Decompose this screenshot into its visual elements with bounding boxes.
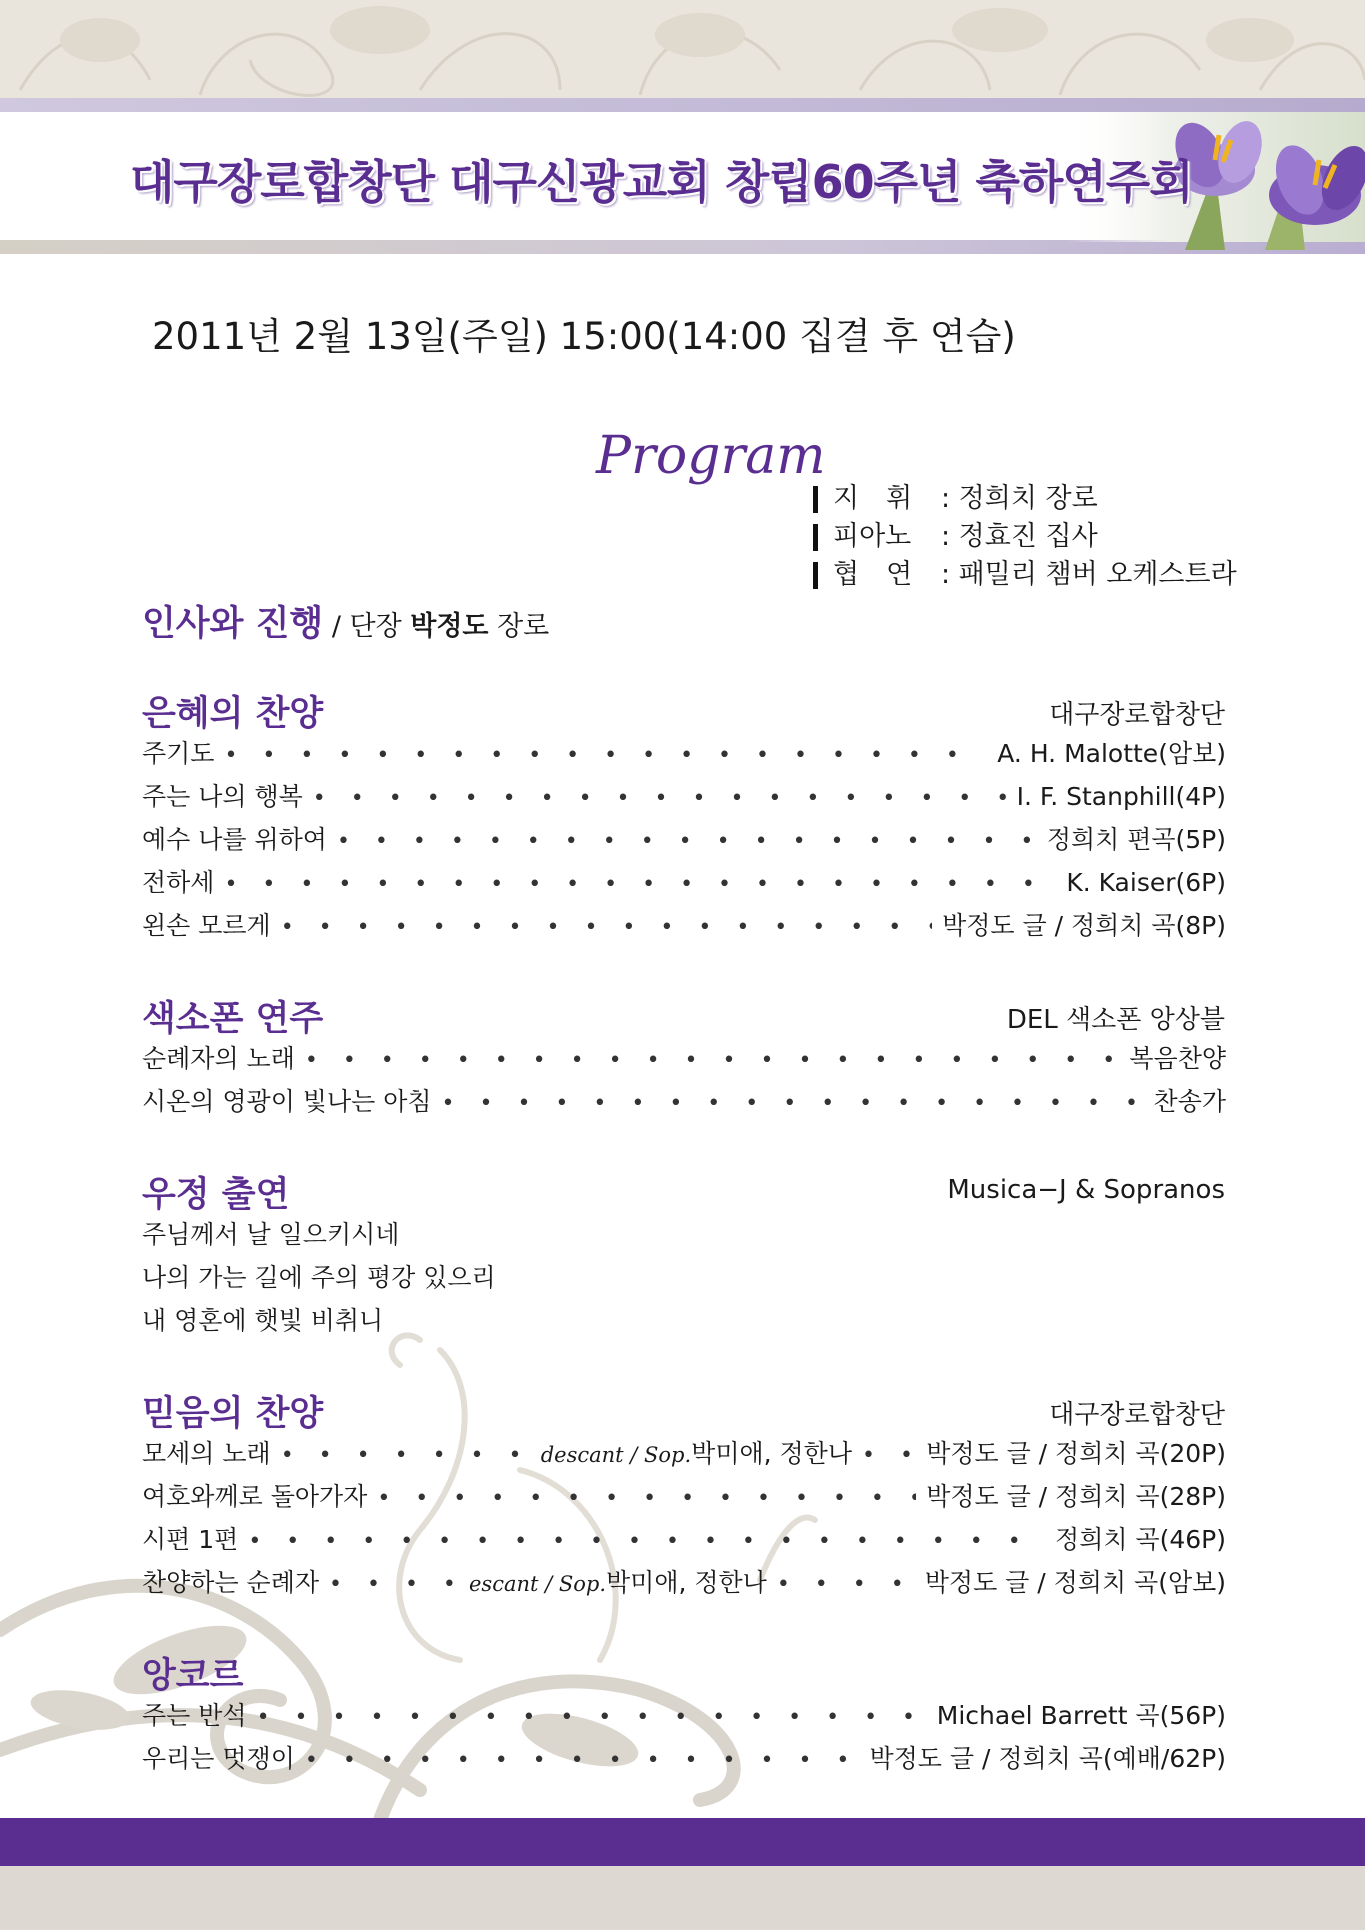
section-title: 색소폰 연주 [142,999,324,1039]
credit-value: : 정효진 집사 [941,521,1098,552]
concert-title: 대구장로합창단 대구신광교회 창립60주년 축하연주회 [130,155,1193,209]
item-title: 시편 1편 [142,1525,239,1554]
intro-title: 인사와 진행 [142,604,324,644]
program-heading: Program [596,426,826,486]
section-encore-header [142,1648,1230,1694]
item-title: 순례자의 노래 [142,1044,295,1073]
item-title: 주님께서 날 일으키시네 [142,1220,400,1249]
leaf-pattern-decoration [0,0,1365,100]
program-item [142,1080,1230,1123]
program-content [142,596,1230,1780]
section-performer: DEL 색소폰 앙상블 [1006,1005,1225,1035]
top-pattern-band [0,0,1365,100]
item-title: 예수 나를 위하여 [142,825,327,854]
concert-date: 2011년 2월 13일(주일) 15:00(14:00 집결 후 연습) [152,315,1016,358]
item-voice: escant / Sop. [469,1572,607,1596]
section-title: 우정 출연 [142,1175,290,1215]
intro-heading [142,596,549,646]
item-credit: I. F. Stanphill(4P) [1016,782,1226,811]
item-credit: Michael Barrett 곡(56P) [936,1701,1226,1730]
footer-purple-bar [0,1818,1365,1866]
program-item [142,1737,1230,1780]
item-title: 주기도 [142,739,215,768]
item-credit: 복음찬양 [1129,1044,1226,1073]
program-item [142,1561,1230,1604]
program-item [142,818,1230,861]
credits-list [813,480,1237,594]
intro-section [142,596,1230,658]
item-credit: 정희치 곡(46P) [1055,1525,1226,1554]
item-voice: descant / Sop. [540,1443,692,1467]
program-item [142,1475,1230,1518]
item-title: 주는 나의 행복 [142,782,303,811]
section-performer: Musica−J & Sopranos [947,1175,1225,1205]
item-title: 우리는 멋쟁이 [142,1744,295,1773]
section-title: 믿음의 찬양 [142,1394,324,1434]
item-soloists: 박미애, 정한나 [606,1568,767,1597]
program-item [142,1518,1230,1561]
item-title: 찬양하는 순례자 [142,1568,319,1597]
credit-role: 피아노 [833,521,912,552]
footer-gray-bar [0,1866,1365,1930]
credit-value: : 패밀리 챔버 오케스트라 [941,559,1237,590]
intro-leader-name: 박정도 [410,611,489,642]
item-title: 여호와께로 돌아가자 [142,1482,368,1511]
item-title: 전하세 [142,868,215,897]
item-title: 나의 가는 길에 주의 평강 있으리 [142,1263,496,1292]
intro-suffix: 장로 [488,611,550,642]
item-credit: 박정도 글 / 정희치 곡(20P) [926,1439,1226,1468]
item-credit: K. Kaiser(6P) [1066,868,1226,897]
program-item [142,1694,1230,1737]
program-item [142,1256,1230,1299]
item-credit: 박정도 글 / 정희치 곡(예배/62P) [869,1744,1226,1773]
program-item [142,1213,1230,1256]
program-item [142,1432,1230,1475]
program-item [142,1299,1230,1342]
section-grace-header [142,686,1230,732]
credit-role: 지 휘 [833,483,913,514]
section-performer: 대구장로합창단 [1049,700,1225,730]
item-credit: 찬송가 [1153,1087,1226,1116]
section-title: 은혜의 찬양 [142,694,324,734]
item-credit: 박정도 글 / 정희치 곡(8P) [942,911,1226,940]
item-credit: 박정도 글 / 정희치 곡(암보) [924,1568,1226,1597]
credit-piano [813,518,1237,556]
item-soloists: 박미애, 정한나 [691,1439,852,1468]
item-credit: 박정도 글 / 정희치 곡(28P) [926,1482,1226,1511]
section-faith-header [142,1386,1230,1432]
program-item [142,904,1230,947]
program-item [142,1037,1230,1080]
item-title: 내 영혼에 햇빛 비취니 [142,1306,384,1335]
program-item [142,775,1230,818]
section-guest-header [142,1167,1230,1213]
credit-ensemble [813,556,1237,594]
item-title: 왼손 모르게 [142,911,271,940]
item-title: 주는 반석 [142,1701,247,1730]
item-title: 모세의 노래 [142,1439,271,1468]
item-credit: 정희치 편곡(5P) [1046,825,1226,854]
credit-value: : 정희치 장로 [941,483,1098,514]
section-title: 앙코르 [142,1656,244,1696]
credit-role: 협 연 [833,559,913,590]
item-title: 시온의 영광이 빛나는 아침 [142,1087,432,1116]
section-performer: 대구장로합창단 [1049,1400,1225,1430]
program-item [142,861,1230,904]
section-sax-header [142,991,1230,1037]
credit-conductor [813,480,1237,518]
intro-sep: / 단장 [323,611,411,642]
program-item [142,732,1230,775]
item-credit: A. H. Malotte(암보) [997,739,1226,768]
